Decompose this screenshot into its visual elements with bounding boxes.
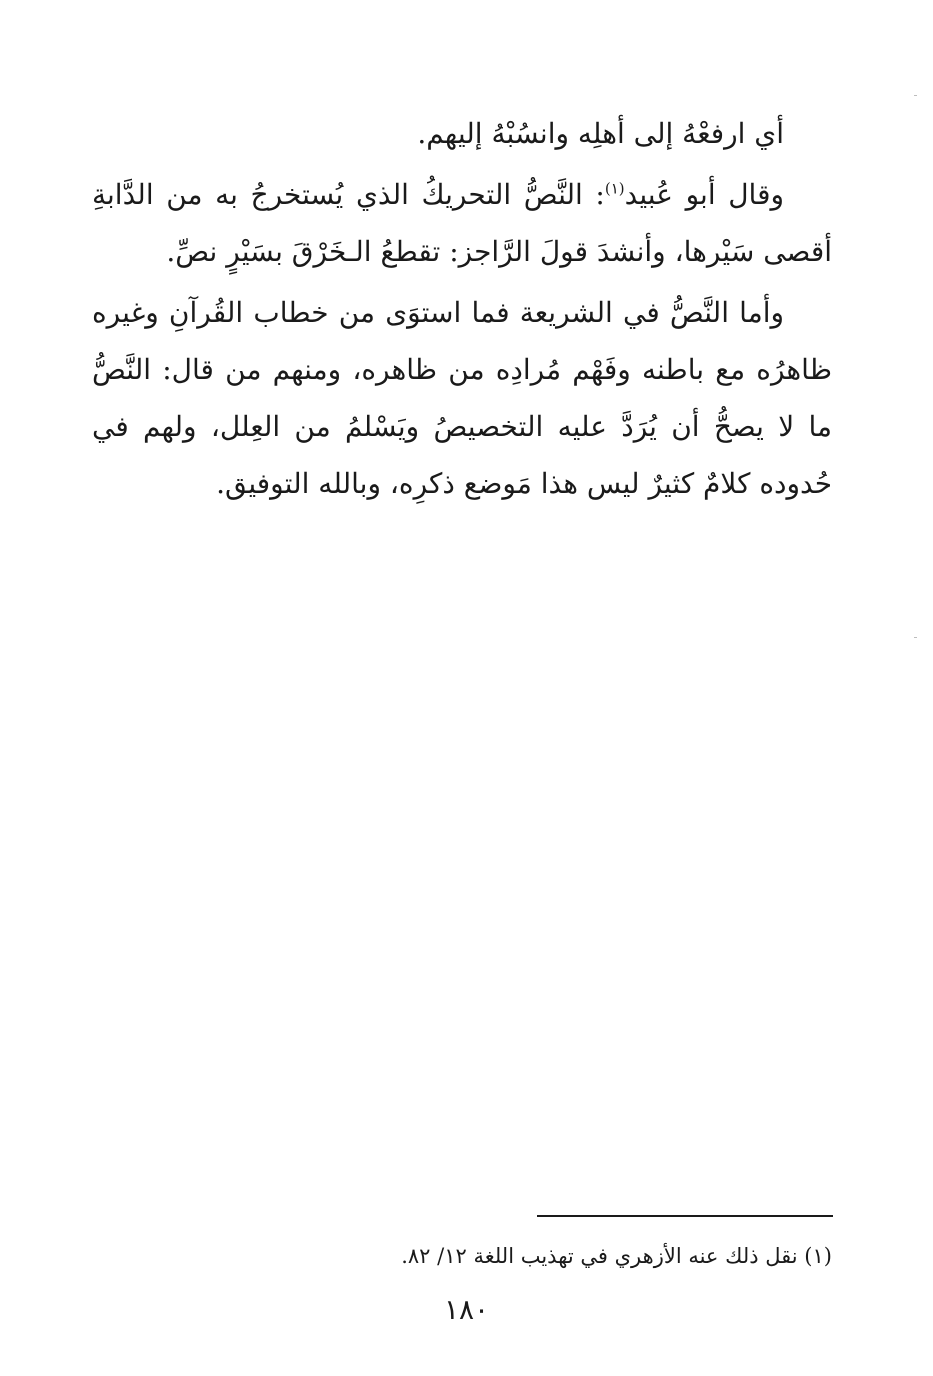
footnote-reference[interactable]: (١) xyxy=(604,179,625,198)
paragraph-2 xyxy=(92,166,832,280)
paragraph-3: وأما النَّصُّ في الشريعة فما استوَى من خطاب القُرآنِ وغيره ظاهرُه مع باطنه وفَهْم مُرادِه من ظاهره، ومنهم من قال: النَّصُّ ما لا يصحُّ أن يُرَدَّ عليه التخصيصُ ويَسْلمُ من العِلل، ولهم في حُدوده كلامٌ كثيرٌ ليس هذا مَوضع ذكرِه، وبالله التوفيق. xyxy=(92,296,832,500)
main-text xyxy=(92,105,832,516)
paragraph-2-start: وقال أبو عُبيد xyxy=(624,178,784,211)
page-number: ١٨٠ xyxy=(443,1293,490,1326)
footnote-divider xyxy=(537,1215,833,1217)
scan-edge-mark xyxy=(914,637,917,638)
scan-edge-mark xyxy=(914,95,917,96)
paragraph-2-end: سَيْرها، وأنشدَ قولَ الرَّاجز: تقطعُ الـخَرْقَ بسَيْرٍ نصِّ. xyxy=(166,235,755,268)
paragraph-2-rest: : النَّصُّ التحريكُ الذي يُستخرجُ به من الدَّابةِ أقصى xyxy=(92,178,832,268)
footnote: (١) نقل ذلك عنه الأزهري في تهذيب اللغة ١٢/ ٨٢. xyxy=(401,1244,832,1268)
paragraph-1: أي ارفعْهُ إلى أهلِه وانسُبْهُ إليهم. xyxy=(417,117,784,150)
